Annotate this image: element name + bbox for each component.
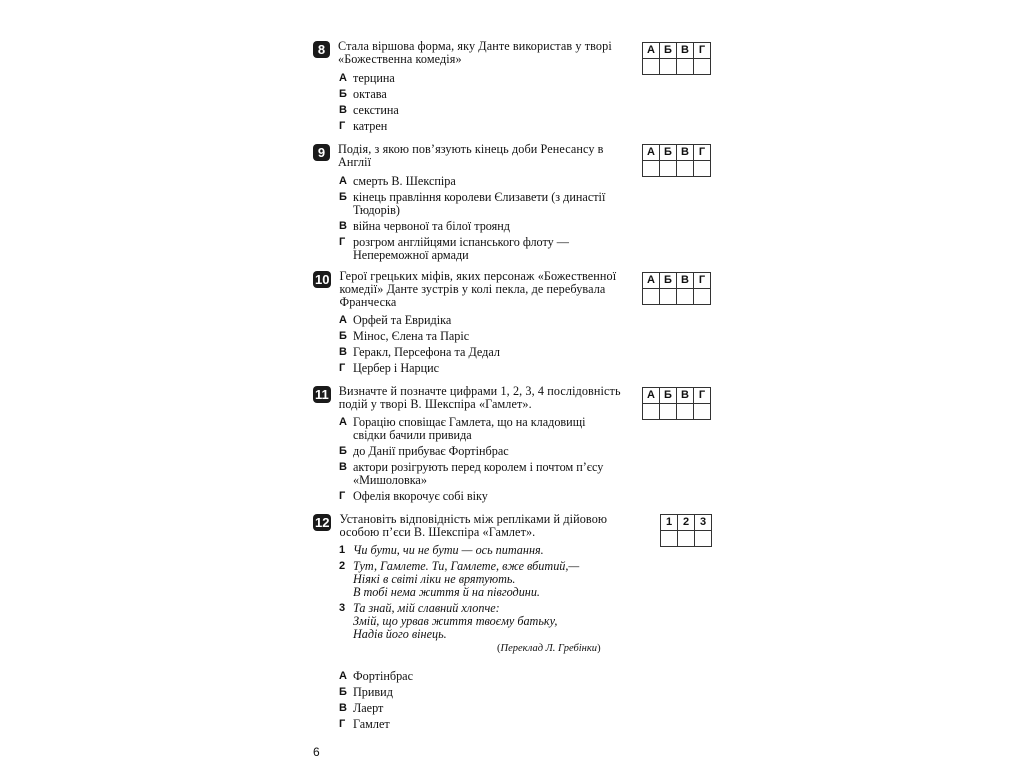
option-c: В актори розігрують перед королем і почтом п’єсу «Мишоловка» [339, 460, 604, 487]
question-number: 9 [313, 144, 330, 161]
answer-cell[interactable] [643, 404, 660, 420]
question-11 [313, 385, 628, 506]
answer-cell[interactable] [661, 531, 678, 547]
option-b: Б Привид [339, 685, 393, 699]
question-number: 8 [313, 41, 330, 58]
question-8 [313, 40, 628, 136]
answer-cell[interactable] [694, 404, 711, 420]
option-b: Б октава [339, 87, 387, 101]
option-b: Б кінець правління королеви Єлизавети (з династії Тюдорів) [339, 190, 606, 217]
option-b: Б до Данії прибуває Фортінбрас [339, 444, 509, 458]
answer-cell[interactable] [694, 59, 711, 75]
answer-cell[interactable] [643, 59, 660, 75]
question-number: 11 [315, 387, 329, 402]
option-a: А Фортінбрас [339, 669, 414, 683]
question-text: Подія, з якою пов’язують кінець доби Ренесансу в Англії [338, 142, 604, 169]
question-number: 10 [315, 272, 330, 287]
quote-2: 2 Тут, Гамлете. Ти, Гамлете, вже вбитий,— Ніякі в світі ліки не врятують. В тобі нема життя й на півгодини. [339, 559, 580, 599]
question-10 [313, 270, 628, 378]
option-c: В секстина [339, 103, 399, 117]
option-d: Г катрен [339, 119, 388, 133]
option-d: Г Офелія вкорочує собі віку [339, 489, 488, 503]
option-a: А смерть В. Шекспіра [339, 174, 456, 188]
option-c: В Геракл, Персефона та Дедал [339, 345, 500, 359]
answer-cell[interactable] [677, 289, 694, 305]
answer-cell[interactable] [694, 161, 711, 177]
question-text: Герої грецьких міфів, яких персонаж «Божественної комедії» Данте зустрів у колі пекла, де перебувала Франческа [339, 269, 617, 309]
answer-cell[interactable] [677, 404, 694, 420]
option-d: Г розгром англійцями іспанського флоту — Непереможної армади [339, 235, 569, 262]
answer-cell[interactable] [660, 289, 677, 305]
question-number: 12 [315, 515, 330, 530]
answer-cell[interactable] [695, 531, 712, 547]
translation-credit: (Переклад Л. Гребінки) [497, 643, 601, 654]
answer-grid-11: А Б В Г [642, 387, 711, 420]
answer-grid-9: А Б В Г [642, 144, 711, 177]
question-9 [313, 143, 628, 265]
option-a: А терцина [339, 71, 395, 85]
question-text: Установіть відповідність між репліками й дійовою особою п’єси В. Шекспіра «Гамлет». [339, 512, 608, 539]
answer-cell[interactable] [678, 531, 695, 547]
answer-grid-8: А Б В Г [642, 42, 711, 75]
question-12-options [313, 670, 628, 734]
answer-cell[interactable] [677, 59, 694, 75]
option-a: А Орфей та Евридіка [339, 313, 452, 327]
question-text: Визначте й позначте цифрами 1, 2, 3, 4 послідовність подій у творі В. Шекспіра «Гамлет». [338, 384, 621, 411]
option-d: Г Гамлет [339, 717, 390, 731]
quote-1: 1 Чи бути, чи не бути — ось питання. [339, 543, 544, 557]
question-12 [313, 513, 628, 644]
option-a: А Горацію сповіщає Гамлета, що на кладовищі свідки бачили привида [339, 415, 586, 442]
answer-grid-12: 1 2 3 [660, 514, 712, 547]
answer-cell[interactable] [660, 59, 677, 75]
answer-cell[interactable] [694, 289, 711, 305]
answer-cell[interactable] [643, 161, 660, 177]
page-number: 6 [313, 745, 320, 759]
option-b: Б Мінос, Єлена та Паріс [339, 329, 470, 343]
answer-cell[interactable] [660, 161, 677, 177]
answer-grid-10: А Б В Г [642, 272, 711, 305]
question-text: Стала віршова форма, яку Данте використав у творі «Божественна комедія» [338, 39, 612, 66]
option-c: В Лаерт [339, 701, 384, 715]
option-c: В війна червоної та білої троянд [339, 219, 510, 233]
answer-cell[interactable] [660, 404, 677, 420]
answer-cell[interactable] [643, 289, 660, 305]
quote-3: 3 Та знай, мій славний хлопче: Змій, що урвав життя твоєму батьку, Надів його вінець. [339, 601, 558, 641]
option-d: Г Цербер і Нарцис [339, 361, 440, 375]
answer-cell[interactable] [677, 161, 694, 177]
